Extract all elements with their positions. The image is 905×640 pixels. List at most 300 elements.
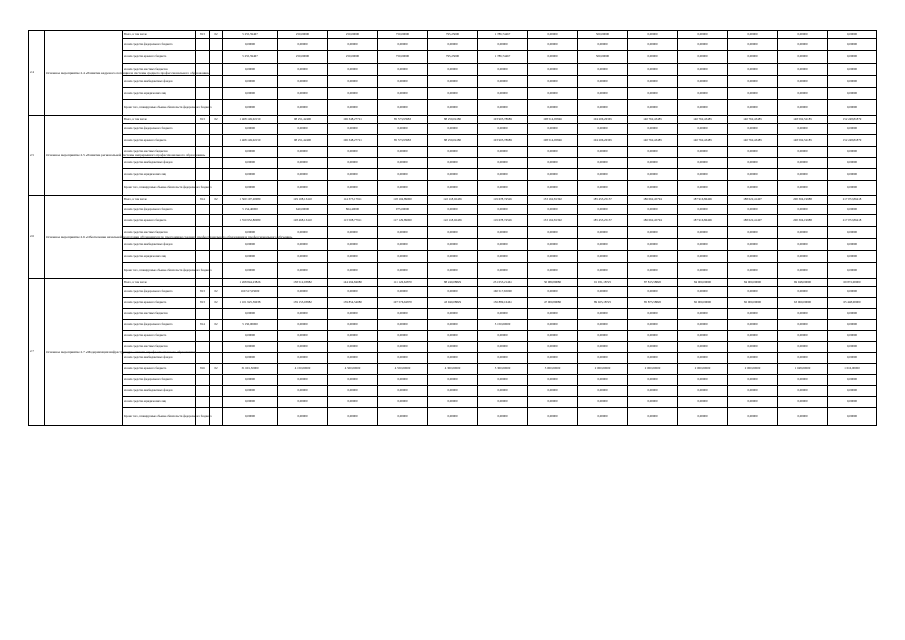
amount-year: 0,00000 [378,331,428,342]
amount-year: 200 304,19988 [778,196,828,205]
amount-year: 0,00000 [828,375,877,386]
budget-code [196,353,210,364]
amount-total: 5 255,59467 [223,31,278,39]
budget-code [196,39,210,51]
amount-year: 0,00000 [378,251,428,263]
amount-year: 0,00000 [278,386,328,397]
amount-year: 0,00000 [728,263,778,279]
amount-year: 0,00000 [728,287,778,298]
amount-year: 0,00000 [778,181,828,196]
amount-year: 0,00000 [328,169,378,181]
amount-year: 0,00000 [778,331,828,342]
amount-total: 0,00000 [223,342,278,353]
amount-year: 0,00000 [528,124,578,135]
amount-year: 119 678,74526 [478,196,528,205]
amount-year: 0,00000 [328,386,378,397]
amount-year: 0,00000 [428,309,478,320]
amount-year: 0,00000 [378,397,428,408]
amount-year: 88 250,04180 [428,135,478,147]
amount-year: 0,00000 [828,51,877,64]
amount-year: 0,00000 [528,169,578,181]
budget-code [196,251,210,263]
amount-year: 0,00000 [578,227,628,239]
amount-year: 0,00000 [728,408,778,426]
amount-year: 0,00000 [628,76,678,88]
budget-code: 814 [196,320,210,331]
funding-source: из них средства местных бюджетов [123,227,196,239]
item-number: 2.6 [29,196,45,279]
section-code [210,135,223,147]
funding-source: Всего, в том числе [123,279,196,287]
amount-year: 0,00000 [678,158,728,169]
amount-year: 0,00000 [828,251,877,263]
amount-year: 118 104,89000 [378,196,428,205]
table-row [29,196,877,205]
funding-source: из них средства внебюджетных фондов [123,158,196,169]
amount-year: 0,00000 [778,375,828,386]
section-code [210,397,223,408]
amount-year: 188 022,41407 [728,215,778,227]
table-row [29,279,877,287]
amount-year: 0,00000 [828,181,877,196]
amount-year: 144 294,84080 [328,279,378,287]
funding-source: из них средства федерального бюджета [123,205,196,215]
amount-year: 0,00000 [828,309,877,320]
budget-code [196,88,210,100]
amount-year: 0,00000 [278,353,328,364]
amount-year: 0,00000 [378,158,428,169]
amount-year: 250,00000 [278,31,328,39]
amount-year: 0,00000 [678,342,728,353]
funding-source: из них средства внебюджетных фондов [123,239,196,251]
amount-year: 0,00000 [528,181,578,196]
amount-year: 4 150,00000 [278,364,328,375]
amount-year: 0,00000 [378,64,428,76]
funding-source: Кроме того, планируемые объемы обязательств федерального бюджета [123,263,196,279]
amount-year: 0,00000 [478,263,528,279]
amount-year: 0,00000 [578,251,628,263]
table-row [29,408,877,426]
amount-year: 0,00000 [478,39,528,51]
amount-year: 0,00000 [328,375,378,386]
amount-year: 0,00000 [478,309,528,320]
amount-year: 0,00000 [478,147,528,158]
amount-year: 0,00000 [778,287,828,298]
amount-year: 0,00000 [528,88,578,100]
amount-year: 0,00000 [678,227,728,239]
amount-year: 0,00000 [328,147,378,158]
amount-year: 0,00000 [278,309,328,320]
amount-year: 153 162,81392 [528,196,578,205]
funding-source: из них средства юридических лиц [123,397,196,408]
amount-year: 186 062,45794 [628,215,678,227]
amount-year: 69 048,00000 [778,279,828,287]
amount-year: 0,00000 [678,124,728,135]
amount-year: 0,00000 [678,239,728,251]
amount-year: 140 762,43485 [628,116,678,124]
amount-year: 103 905,78689 [478,135,528,147]
amount-year: 0,00000 [778,169,828,181]
amount-year: 0,00000 [778,227,828,239]
amount-year: 0,00000 [578,287,628,298]
amount-year: 0,00000 [428,169,478,181]
section-code [210,215,223,227]
amount-year: 0,00000 [628,205,678,215]
amount-year: 0,00000 [578,397,628,408]
amount-year: 0,00000 [428,408,478,426]
amount-year: 88 240,08829 [428,279,478,287]
table-row [29,88,877,100]
budget-code [196,158,210,169]
funding-source: из них средства федерального бюджета [123,124,196,135]
amount-year: 63 060,00000 [778,298,828,309]
amount-year: 0,00000 [828,331,877,342]
financing-table [28,30,877,426]
budget-code [196,386,210,397]
amount-year: 0,00000 [628,397,678,408]
amount-year: 106 348,27721 [328,135,378,147]
amount-year: 0,00000 [478,251,528,263]
amount-year: 0,00000 [428,263,478,279]
table-row [29,181,877,196]
amount-year: 98 251,42400 [278,116,328,124]
amount-year: 0,00000 [428,158,478,169]
amount-year: 0,00000 [528,375,578,386]
amount-year: 0,00000 [828,76,877,88]
amount-year: 0,00000 [828,39,877,51]
table-row [29,124,877,135]
funding-source: из них средства краевого бюджета [123,364,196,375]
amount-year: 0,00000 [478,331,528,342]
budget-code [196,342,210,353]
amount-year: 217 072,86418 [828,215,877,227]
amount-year: 0,00000 [478,397,528,408]
amount-year: 0,00000 [528,386,578,397]
amount-year: 0,00000 [478,181,528,196]
amount-year: 4 550,00000 [378,364,428,375]
amount-year: 82 000,00000 [728,298,778,309]
amount-year: 0,00000 [328,408,378,426]
amount-year: 0,00000 [278,342,328,353]
item-number: 2.5 [29,116,45,196]
amount-year: 0,00000 [528,408,578,426]
amount-year: 0,00000 [628,375,678,386]
amount-year: 91 031,18725 [578,279,628,287]
amount-year: 129 108,13410 [278,196,328,205]
amount-year: 0,00000 [628,147,678,158]
amount-total: 0,00000 [223,147,278,158]
amount-year: 0,00000 [778,64,828,76]
amount-year: 0,00000 [328,263,378,279]
amount-year: 0,00000 [528,51,578,64]
amount-year: 0,00000 [828,100,877,116]
amount-year: 0,00000 [328,287,378,298]
section-code [210,353,223,364]
amount-year: 0,00000 [778,147,828,158]
amount-year: 0,00000 [328,227,378,239]
amount-year: 0,00000 [728,31,778,39]
amount-total: 0,00000 [223,169,278,181]
amount-year: 0,00000 [778,309,828,320]
amount-year: 0,00000 [328,100,378,116]
amount-year: 0,00000 [328,64,378,76]
amount-year: 2 000,00000 [678,364,728,375]
amount-year: 0,00000 [828,158,877,169]
amount-year: 0,00000 [578,353,628,364]
amount-year: 0,00000 [828,353,877,364]
amount-year: 140 762,43485 [628,135,678,147]
amount-year: 0,00000 [828,239,877,251]
amount-year: 0,00000 [278,169,328,181]
amount-year: 0,00000 [428,375,478,386]
amount-year: 0,00000 [828,205,877,215]
amount-year: 975,00000 [378,205,428,215]
amount-year: 0,00000 [828,147,877,158]
amount-year: 0,00000 [828,227,877,239]
amount-year: 0,00000 [578,375,628,386]
section-code [210,386,223,397]
amount-year: 0,00000 [278,158,328,169]
amount-year: 0,00000 [278,64,328,76]
funding-source: из них средства юридических лиц [123,251,196,263]
amount-year: 0,00000 [678,88,728,100]
amount-year: 0,00000 [628,408,678,426]
amount-year: 0,00000 [278,375,328,386]
amount-total: 0,00000 [223,88,278,100]
amount-year: 85 573,93983 [378,116,428,124]
budget-code [196,51,210,64]
amount-year: 158 512,03882 [278,279,328,287]
amount-year: 0,00000 [728,39,778,51]
amount-year: 3 000,00000 [528,364,578,375]
amount-year: 0,00000 [628,39,678,51]
amount-year: 0,00000 [578,158,628,169]
amount-year: 0,00000 [628,31,678,39]
budget-code [196,76,210,88]
amount-year: 0,00000 [378,320,428,331]
funding-source: Кроме того, планируемые объемы обязательств федерального бюджета [123,181,196,196]
amount-year: 113 508,77911 [328,215,378,227]
amount-total: 0,00000 [223,331,278,342]
amount-year: 186 062,45794 [628,196,678,205]
amount-year: 0,00000 [428,64,478,76]
amount-year: 0,00000 [728,375,778,386]
amount-year: 65 448,00000 [828,298,877,309]
amount-year: 0,00000 [778,263,828,279]
amount-year: 156 889,16461 [478,298,528,309]
table-row [29,320,877,331]
amount-year: 0,00000 [328,239,378,251]
amount-year: 250,00000 [328,31,378,39]
amount-year: 122 118,02436 [428,196,478,205]
amount-year: 0,00000 [578,64,628,76]
amount-year: 0,00000 [278,320,328,331]
document-page [28,30,876,426]
amount-year: 1 016,00000 [828,364,877,375]
amount-year: 0,00000 [778,39,828,51]
amount-year: 0,00000 [828,88,877,100]
amount-year: 0,00000 [428,147,478,158]
section-code: 02 [210,287,223,298]
amount-year: 795,25000 [428,51,478,64]
amount-year: 0,00000 [478,375,528,386]
budget-code [196,331,210,342]
funding-source: из них средства краевого бюджета [123,51,196,64]
amount-year: 0,00000 [678,39,728,51]
amount-year: 0,00000 [378,386,428,397]
amount-year: 0,00000 [428,331,478,342]
amount-year: 0,00000 [278,397,328,408]
table-row [29,353,877,364]
amount-year: 0,00000 [478,239,528,251]
funding-source: из них средства местных бюджетов [123,342,196,353]
funding-source: Всего, в том числе [123,196,196,205]
amount-year: 0,00000 [478,408,528,426]
amount-year: 0,00000 [328,353,378,364]
amount-year: 188 022,41407 [728,196,778,205]
amount-year: 0,00000 [478,353,528,364]
amount-year: 0,00000 [478,205,528,215]
amount-year: 0,00000 [678,147,728,158]
amount-year: 0,00000 [628,287,678,298]
amount-year: 117 129,89000 [378,215,428,227]
amount-year: 0,00000 [728,158,778,169]
funding-source: из них средства краевого бюджета [123,135,196,147]
amount-year: 148 592,52185 [778,135,828,147]
amount-year: 0,00000 [728,331,778,342]
amount-year: 104 206,26365 [578,135,628,147]
amount-year: 0,00000 [328,76,378,88]
amount-year: 0,00000 [428,100,478,116]
budget-code: 813 [196,116,210,124]
measure-name: Основное мероприятие 2.7 «Модернизация инфраструктуры системы профессионального образования» [45,279,123,426]
amount-total: 0,00000 [223,375,278,386]
amount-year: 0,00000 [428,320,478,331]
amount-total: 0,00000 [223,353,278,364]
section-code [210,251,223,263]
amount-total: 1 101 925,59038 [223,298,278,309]
amount-year: 0,00000 [828,31,877,39]
amount-year: 87 815,58820 [628,279,678,287]
amount-year: 0,00000 [678,251,728,263]
amount-year: 0,00000 [678,375,728,386]
amount-year: 0,00000 [428,76,478,88]
amount-year: 0,00000 [678,100,728,116]
amount-year: 231 053,21461 [478,279,528,287]
table-row [29,169,877,181]
amount-year: 0,00000 [528,100,578,116]
table-row [29,116,877,124]
amount-year: 0,00000 [328,181,378,196]
funding-source: Кроме того, планируемые объемы обязательств федерального бюджета [123,100,196,116]
amount-year: 0,00000 [628,169,678,181]
table-row [29,135,877,147]
budget-code [196,375,210,386]
amount-year: 0,00000 [428,181,478,196]
amount-year: 0,00000 [678,76,728,88]
section-code [210,76,223,88]
amount-year: 0,00000 [278,88,328,100]
amount-year: 0,00000 [528,331,578,342]
amount-year: 640,00000 [278,205,328,215]
amount-year: 0,00000 [378,263,428,279]
amount-year: 500,00000 [578,31,628,39]
amount-year: 0,00000 [528,263,578,279]
amount-year: 0,00000 [478,342,528,353]
amount-year: 152 248,81879 [828,135,877,147]
amount-year: 0,00000 [528,239,578,251]
funding-source: из них средства юридических лиц [123,88,196,100]
budget-code [196,239,210,251]
amount-year: 0,00000 [628,239,678,251]
amount-year: 0,00000 [528,227,578,239]
amount-year: 0,00000 [578,169,628,181]
amount-year: 0,00000 [628,158,678,169]
amount-year: 0,00000 [628,88,678,100]
amount-year: 0,00000 [328,320,378,331]
budget-code [196,169,210,181]
amount-year: 0,00000 [378,239,428,251]
amount-year: 0,00000 [578,205,628,215]
amount-year: 0,00000 [828,386,877,397]
amount-year: 0,00000 [478,124,528,135]
amount-year: 0,00000 [578,39,628,51]
amount-total: 0,00000 [223,181,278,196]
amount-year: 864,40000 [328,205,378,215]
amount-year: 187 916,86406 [678,196,728,205]
amount-total: 0,00000 [223,386,278,397]
amount-year: 0,00000 [378,353,428,364]
amount-year: 2 000,00000 [628,364,678,375]
amount-year: 795,25000 [428,31,478,39]
amount-year: 0,00000 [728,147,778,158]
amount-year: 111 126,62870 [378,279,428,287]
amount-year: 0,00000 [828,263,877,279]
amount-year: 0,00000 [628,100,678,116]
funding-source: из них средства внебюджетных фондов [123,353,196,364]
amount-year: 0,00000 [428,287,478,298]
amount-year: 2 000,00000 [728,364,778,375]
section-code [210,124,223,135]
amount-year: 0,00000 [428,386,478,397]
amount-year: 0,00000 [378,169,428,181]
amount-year: 0,00000 [728,320,778,331]
amount-year: 1 048,00000 [778,364,828,375]
section-code: 02 [210,364,223,375]
amount-year: 85 573,93983 [378,135,428,147]
section-code [210,169,223,181]
section-code [210,342,223,353]
amount-total: 0,00000 [223,39,278,51]
amount-year: 0,00000 [328,251,378,263]
amount-year: 0,00000 [728,227,778,239]
amount-year: 0,00000 [678,181,728,196]
amount-year: 1 786,74467 [478,51,528,64]
amount-year: 0,00000 [578,320,628,331]
amount-year: 0,00000 [678,169,728,181]
amount-year: 0,00000 [528,147,578,158]
amount-total: 0,00000 [223,76,278,88]
amount-year: 0,00000 [678,309,728,320]
amount-year: 0,00000 [628,64,678,76]
amount-year: 0,00000 [628,124,678,135]
table-row [29,205,877,215]
amount-year: 217 072,86418 [828,196,877,205]
funding-source: из них средства краевого бюджета [123,331,196,342]
amount-year: 0,00000 [278,76,328,88]
amount-year: 500,00000 [578,51,628,64]
funding-source: из них средства местных бюджетов [123,147,196,158]
